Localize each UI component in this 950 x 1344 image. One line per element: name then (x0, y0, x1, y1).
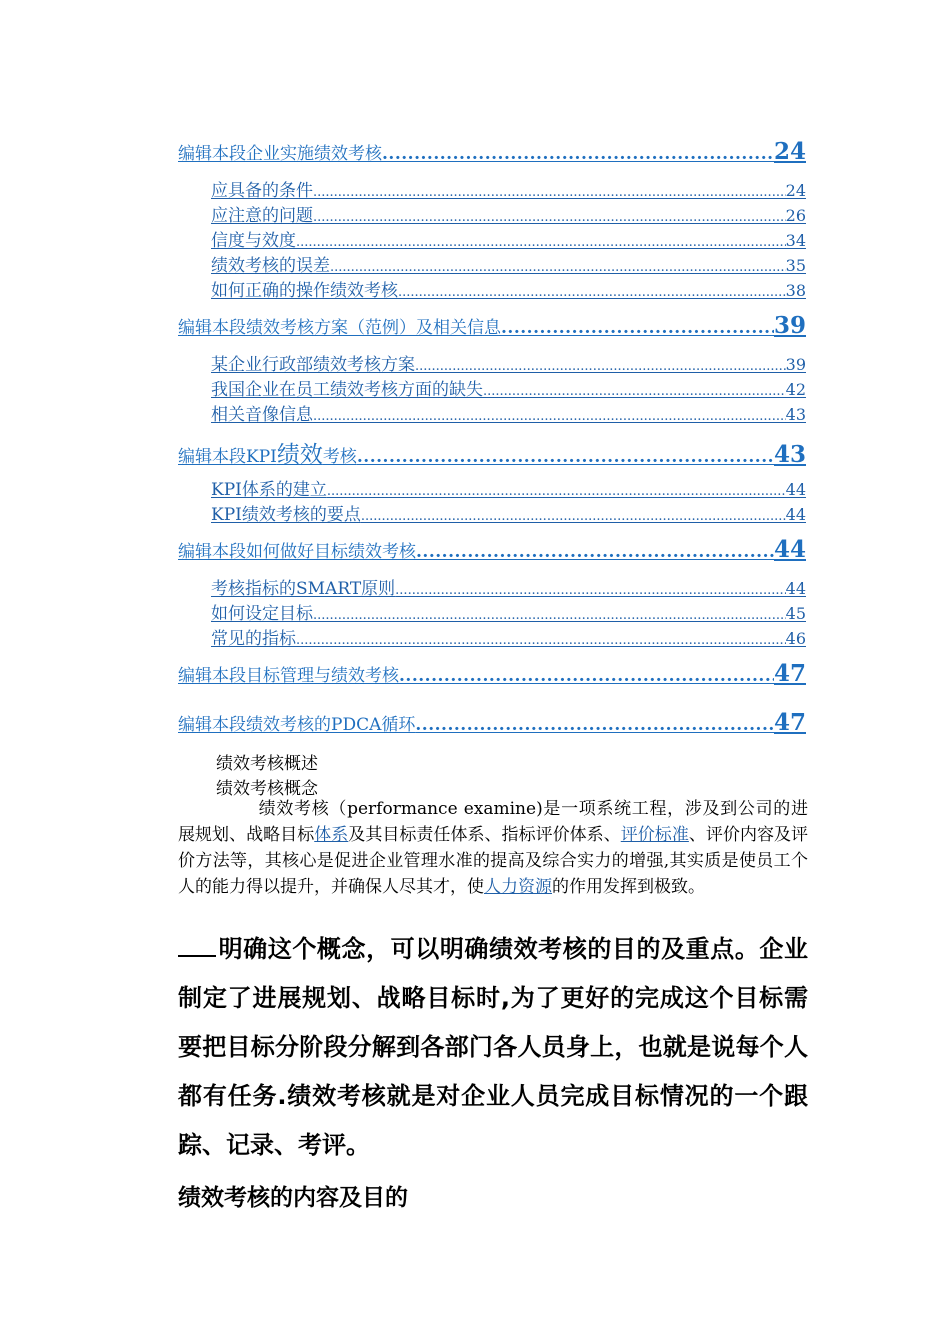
toc-entry[interactable] (211, 176, 806, 201)
link-human-resources[interactable]: 人力资源 (484, 877, 552, 897)
toc-entry[interactable] (211, 201, 806, 226)
toc-entry-page: 47 (773, 660, 806, 687)
toc-entry[interactable] (211, 500, 806, 525)
para-text: 、评价内容及评价方法等，其核心是促进企业管理水准的提高及综合实力的增强,其实质是使员工个人的能力得以提升，并确保人尽其才，使 (178, 825, 809, 897)
toc-entry[interactable] (178, 536, 806, 563)
toc-entry-page: 39 (773, 312, 806, 339)
toc-entry-title: 编辑本段绩效考核的PDCA循环 (178, 715, 416, 735)
toc-entry[interactable] (211, 350, 806, 375)
para-text: 绩效考核（performance examine)是一项系统工程，涉及到公司的进展规划、战略目标 (178, 799, 808, 845)
toc-entry-title: KPI绩效考核的要点 (211, 505, 361, 525)
link-tixi[interactable]: 体系 (314, 825, 349, 845)
toc-entry-title: 应具备的条件 (211, 181, 313, 201)
toc-entry-page: 42 (785, 380, 806, 399)
toc-leader-dots (501, 318, 774, 338)
concept-paragraph (178, 796, 808, 900)
overview-heading: 绩效考核概述 (216, 754, 318, 774)
toc-entry-page: 44 (773, 536, 806, 563)
toc-entry-page: 26 (785, 206, 806, 225)
toc-entry[interactable] (178, 709, 806, 736)
toc-leader-dots (483, 384, 786, 399)
toc-entry-page: 24 (785, 181, 806, 200)
toc-entry-title: 如何正确的操作绩效考核 (211, 281, 398, 301)
toc-entry[interactable] (211, 624, 806, 649)
toc-leader-dots (330, 260, 786, 275)
toc-entry-page: 39 (785, 355, 806, 374)
toc-entry[interactable] (211, 375, 806, 400)
section-heading: 绩效考核的内容及目的 (178, 1185, 408, 1211)
toc-entry-title: 我国企业在员工绩效考核方面的缺失 (211, 380, 483, 400)
toc-entry-page: 43 (785, 405, 806, 424)
toc-entry-title (178, 436, 357, 469)
toc-entry-title: 编辑本段目标管理与绩效考核 (178, 666, 399, 686)
concept-heading: 绩效考核概念 (216, 779, 318, 799)
link-evaluation-standard[interactable]: 评价标准 (620, 825, 689, 845)
toc-leader-dots (415, 359, 786, 374)
toc-entry-title: 相关音像信息 (211, 405, 313, 425)
toc-leader-dots (313, 608, 786, 623)
toc-leader-dots (327, 484, 786, 499)
toc-entry[interactable] (211, 400, 806, 425)
para-text: 的作用发挥到极致。 (552, 877, 705, 897)
toc-leader-dots (357, 447, 774, 467)
toc-entry[interactable] (178, 312, 806, 339)
toc-leader-dots (313, 210, 786, 225)
toc-entry-title: 绩效考核的误差 (211, 256, 330, 276)
toc-entry[interactable] (211, 226, 806, 251)
toc-leader-dots (395, 583, 785, 598)
toc-leader-dots (296, 633, 786, 648)
toc-entry-page: 46 (785, 629, 806, 648)
toc-entry[interactable] (211, 475, 806, 500)
toc-entry-page: 34 (785, 231, 806, 250)
toc-entry-page: 35 (785, 256, 806, 275)
toc-title-part: 编辑本段KPI (178, 447, 277, 467)
toc-leader-dots (415, 715, 774, 735)
toc-entry-title: 编辑本段绩效考核方案（范例）及相关信息 (178, 318, 501, 338)
toc-entry-title: 如何设定目标 (211, 604, 313, 624)
toc-leader-dots (398, 285, 786, 300)
toc-entry[interactable] (178, 660, 806, 687)
toc-leader-dots (313, 185, 786, 200)
toc-entry-page: 47 (773, 709, 806, 736)
toc-title-part: 绩效 (276, 442, 323, 468)
toc-entry-title: 某企业行政部绩效考核方案 (211, 355, 415, 375)
toc-leader-dots (361, 509, 786, 524)
toc-entry-title: 编辑本段如何做好目标绩效考核 (178, 542, 416, 562)
toc-title-part: 考核 (322, 447, 357, 467)
toc-leader-dots (382, 144, 774, 164)
para-text: 及其目标责任体系、指标评价体系、 (348, 825, 621, 845)
toc-entry-page: 44 (785, 579, 806, 598)
blank-underline (178, 933, 216, 957)
toc-entry-page: 44 (785, 480, 806, 499)
toc-entry-page: 43 (773, 441, 806, 468)
toc-entry[interactable] (211, 251, 806, 276)
toc-entry-title: 应注意的问题 (211, 206, 313, 226)
toc-leader-dots (296, 235, 786, 250)
toc-leader-dots (416, 542, 774, 562)
toc-entry[interactable] (211, 574, 806, 599)
toc-entry-title: 信度与效度 (211, 231, 296, 251)
para-text: 明确这个概念，可以明确绩效考核的目的及重点。企业制定了进展规划、战略目标时,为了更好的完成这个目标需要把目标分阶段分解到各部门各人员身上，也就是说每个人都有任务.绩效考核就是对企业人员完成目标情况的一个跟踪、记录、考评。 (178, 935, 808, 1159)
toc-entry-page: 45 (785, 604, 806, 623)
toc-entry-page: 44 (785, 505, 806, 524)
toc-entry-page: 38 (785, 281, 806, 300)
toc-entry[interactable] (211, 599, 806, 624)
toc-entry-page: 24 (773, 138, 806, 165)
toc-entry-title: KPI体系的建立 (211, 480, 327, 500)
toc-entry-title: 考核指标的SMART原则 (211, 579, 396, 599)
toc-leader-dots (313, 409, 786, 424)
emphasis-paragraph (178, 925, 808, 1170)
toc-leader-dots (399, 666, 774, 686)
toc-entry[interactable] (178, 436, 806, 469)
toc-entry-title: 编辑本段企业实施绩效考核 (178, 144, 382, 164)
toc-entry-title: 常见的指标 (211, 629, 296, 649)
toc-entry[interactable] (178, 138, 806, 165)
toc-entry[interactable] (211, 276, 806, 301)
